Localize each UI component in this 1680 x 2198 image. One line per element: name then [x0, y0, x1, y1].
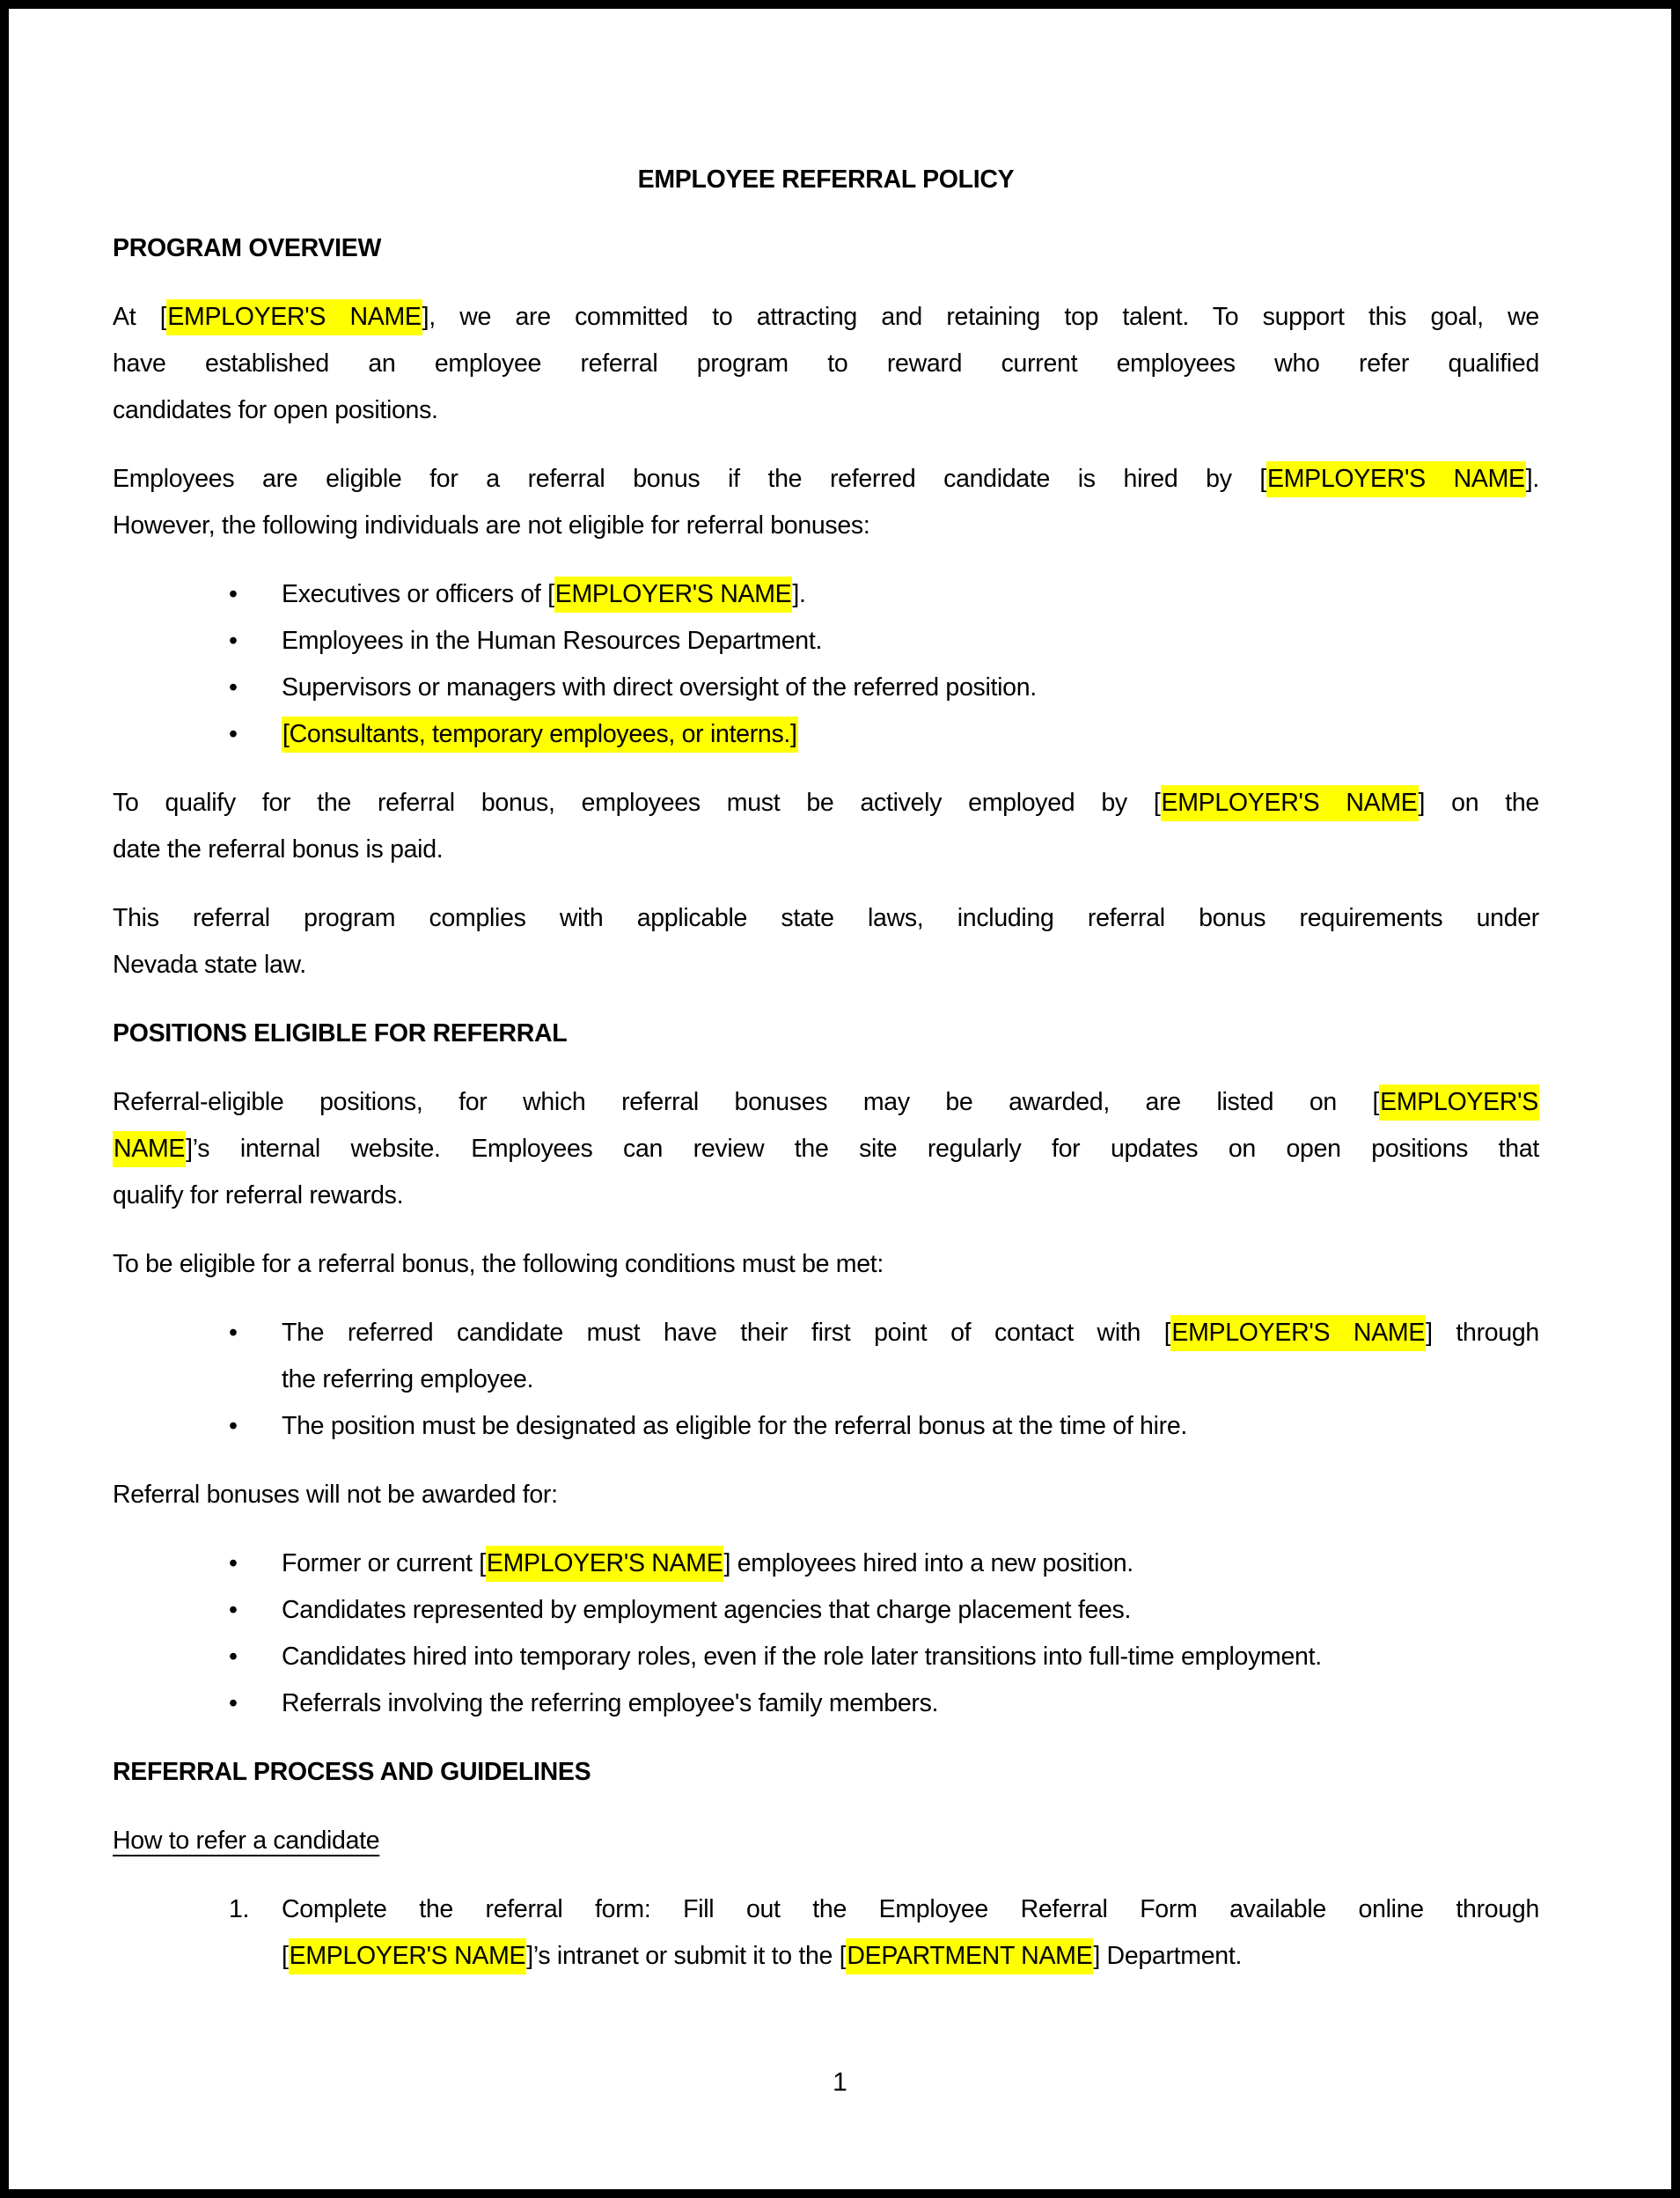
text-segment: Referral-eligible positions, for which referral bonuses may be awarded, are listed on [: [113, 1088, 1380, 1116]
text-segment: date the referral bonus is paid.: [113, 835, 444, 864]
text-line: [113, 1173, 1539, 1219]
bullet-item: [113, 1403, 1539, 1450]
text-line: [282, 1356, 1539, 1403]
text-line: [113, 895, 1539, 942]
highlighted-placeholder: EMPLOYER'S NAME: [1170, 1315, 1426, 1351]
text-line: [282, 711, 1539, 758]
bullet-marker: •: [229, 1549, 238, 1577]
bullet-list: [113, 1540, 1539, 1727]
text-line: [113, 942, 1539, 989]
highlighted-placeholder: [Consultants, temporary employees, or interns.]: [282, 717, 798, 753]
bullet-item: [113, 618, 1539, 665]
text-segment: At [: [113, 303, 167, 331]
paragraph: [113, 1079, 1539, 1219]
highlighted-placeholder: DEPARTMENT NAME: [846, 1938, 1093, 1974]
list-item-text: [282, 1403, 1539, 1450]
section-heading: REFERRAL PROCESS AND GUIDELINES: [113, 1758, 591, 1786]
paragraph: [113, 456, 1539, 549]
text-segment: Referral bonuses will not be awarded for:: [113, 1481, 558, 1509]
bullet-marker: •: [229, 580, 238, 608]
text-segment: ] employees hired into a new position.: [723, 1549, 1133, 1577]
list-item-text: [282, 1886, 1539, 1980]
text-segment: Employees in the Human Resources Department.: [282, 627, 823, 655]
text-segment: ] Department.: [1093, 1942, 1243, 1970]
bullet-item: [113, 1634, 1539, 1680]
bullet-list: [113, 571, 1539, 758]
text-line: [282, 1634, 1539, 1680]
list-item-text: [282, 1680, 1539, 1727]
paragraph: [113, 1241, 1539, 1288]
bullet-marker: •: [229, 1319, 238, 1347]
bullet-marker: •: [229, 673, 238, 702]
list-item-text: [282, 1310, 1539, 1403]
paragraph: [113, 780, 1539, 873]
text-line: [282, 1680, 1539, 1727]
numbered-item: [113, 1886, 1539, 1980]
text-segment: Executives or officers of [: [282, 580, 554, 608]
bullet-item: [113, 1310, 1539, 1403]
page-number: 1: [833, 2068, 847, 2097]
text-line: [113, 1472, 1539, 1518]
highlighted-placeholder: EMPLOYER'S NAME: [166, 299, 422, 335]
bullet-marker: •: [229, 1596, 238, 1624]
text-line: [113, 294, 1539, 341]
text-segment: To qualify for the referral bonus, employees must be actively employed by [: [113, 789, 1161, 817]
text-segment: Referrals involving the referring employee's family members.: [282, 1689, 939, 1717]
text-line: [113, 827, 1539, 873]
paragraph: [113, 1472, 1539, 1518]
paragraph: [113, 895, 1539, 989]
bullet-marker: •: [229, 720, 238, 748]
highlighted-placeholder: EMPLOYER'S NAME: [486, 1546, 724, 1582]
text-segment: Employees are eligible for a referral bonus if the referred candidate is hired by [: [113, 465, 1267, 493]
text-segment: ] on the: [1418, 789, 1539, 817]
text-segment: ] through: [1426, 1319, 1539, 1347]
text-line: [282, 618, 1539, 665]
list-item-text: [282, 711, 1539, 758]
text-line: [282, 1886, 1539, 1933]
section-heading: PROGRAM OVERVIEW: [113, 234, 382, 262]
highlighted-placeholder: EMPLOYER'S NAME: [1161, 785, 1419, 821]
bullet-item: [113, 1540, 1539, 1587]
bullet-item: [113, 1680, 1539, 1727]
text-segment: The position must be designated as eligible for the referral bonus at the time of hire.: [282, 1412, 1187, 1440]
text-segment: Nevada state law.: [113, 951, 306, 979]
list-item-text: [282, 665, 1539, 711]
number-marker: 1.: [229, 1895, 250, 1923]
section-heading: POSITIONS ELIGIBLE FOR REFERRAL: [113, 1019, 568, 1048]
subsection-heading: How to refer a candidate: [113, 1827, 380, 1855]
text-line: [113, 341, 1539, 387]
text-segment: have established an employee referral program to reward current employees who refer qualified: [113, 349, 1539, 378]
text-segment: ]’s intranet or submit it to the [: [526, 1942, 847, 1970]
text-line: [113, 456, 1539, 503]
text-segment: ].: [1525, 465, 1539, 493]
list-item-text: [282, 571, 1539, 618]
paragraph: [113, 294, 1539, 434]
text-segment: qualify for referral rewards.: [113, 1181, 404, 1209]
list-item-text: [282, 1634, 1539, 1680]
text-segment: Supervisors or managers with direct oversight of the referred position.: [282, 673, 1037, 702]
text-segment: To be eligible for a referral bonus, the following conditions must be met:: [113, 1250, 884, 1278]
list-item-text: [282, 618, 1539, 665]
text-segment: ].: [792, 580, 806, 608]
highlighted-placeholder: NAME: [113, 1131, 186, 1167]
text-line: [282, 1933, 1539, 1980]
text-segment: This referral program complies with applicable state laws, including referral bonus requirements under: [113, 904, 1539, 932]
text-segment: Candidates hired into temporary roles, even if the role later transitions into full-time employment.: [282, 1643, 1322, 1671]
text-segment: [: [282, 1942, 289, 1970]
text-line: [113, 780, 1539, 827]
text-segment: the referring employee.: [282, 1365, 534, 1393]
document-title: EMPLOYEE REFERRAL POLICY: [637, 165, 1015, 194]
text-segment: Candidates represented by employment agencies that charge placement fees.: [282, 1596, 1132, 1624]
text-segment: candidates for open positions.: [113, 396, 438, 424]
text-line: [282, 1403, 1539, 1450]
page-footer: [9, 2059, 1671, 2106]
bullet-item: [113, 665, 1539, 711]
text-line: [282, 1587, 1539, 1634]
document-content: [113, 157, 1539, 1980]
text-line: [113, 1241, 1539, 1288]
highlighted-placeholder: EMPLOYER'S NAME: [554, 577, 793, 613]
bullet-item: [113, 711, 1539, 758]
text-segment: Former or current [: [282, 1549, 486, 1577]
text-line: [282, 571, 1539, 618]
list-item-text: [282, 1587, 1539, 1634]
bullet-marker: •: [229, 627, 238, 655]
bullet-marker: •: [229, 1412, 238, 1440]
text-segment: Complete the referral form: Fill out the Employee Referral Form available online through: [282, 1895, 1539, 1923]
text-segment: ]’s internal website. Employees can review the site regularly for updates on open positions that: [186, 1135, 1539, 1163]
text-line: [113, 1079, 1539, 1126]
text-line: [113, 1126, 1539, 1173]
bullet-marker: •: [229, 1689, 238, 1717]
bullet-marker: •: [229, 1643, 238, 1671]
highlighted-placeholder: EMPLOYER'S NAME: [1266, 461, 1526, 497]
text-line: [282, 665, 1539, 711]
text-line: [282, 1540, 1539, 1587]
bullet-list: [113, 1310, 1539, 1450]
text-segment: The referred candidate must have their first point of contact with [: [282, 1319, 1171, 1347]
text-segment: ], we are committed to attracting and retaining top talent. To support this goal, we: [422, 303, 1539, 331]
highlighted-placeholder: EMPLOYER'S NAME: [289, 1938, 527, 1974]
highlighted-placeholder: EMPLOYER'S: [1379, 1084, 1539, 1121]
bullet-item: [113, 571, 1539, 618]
text-line: [113, 387, 1539, 434]
numbered-list: [113, 1886, 1539, 1980]
text-line: [282, 1310, 1539, 1356]
text-line: [113, 503, 1539, 549]
list-item-text: [282, 1540, 1539, 1587]
bullet-item: [113, 1587, 1539, 1634]
text-segment: However, the following individuals are not eligible for referral bonuses:: [113, 511, 870, 540]
